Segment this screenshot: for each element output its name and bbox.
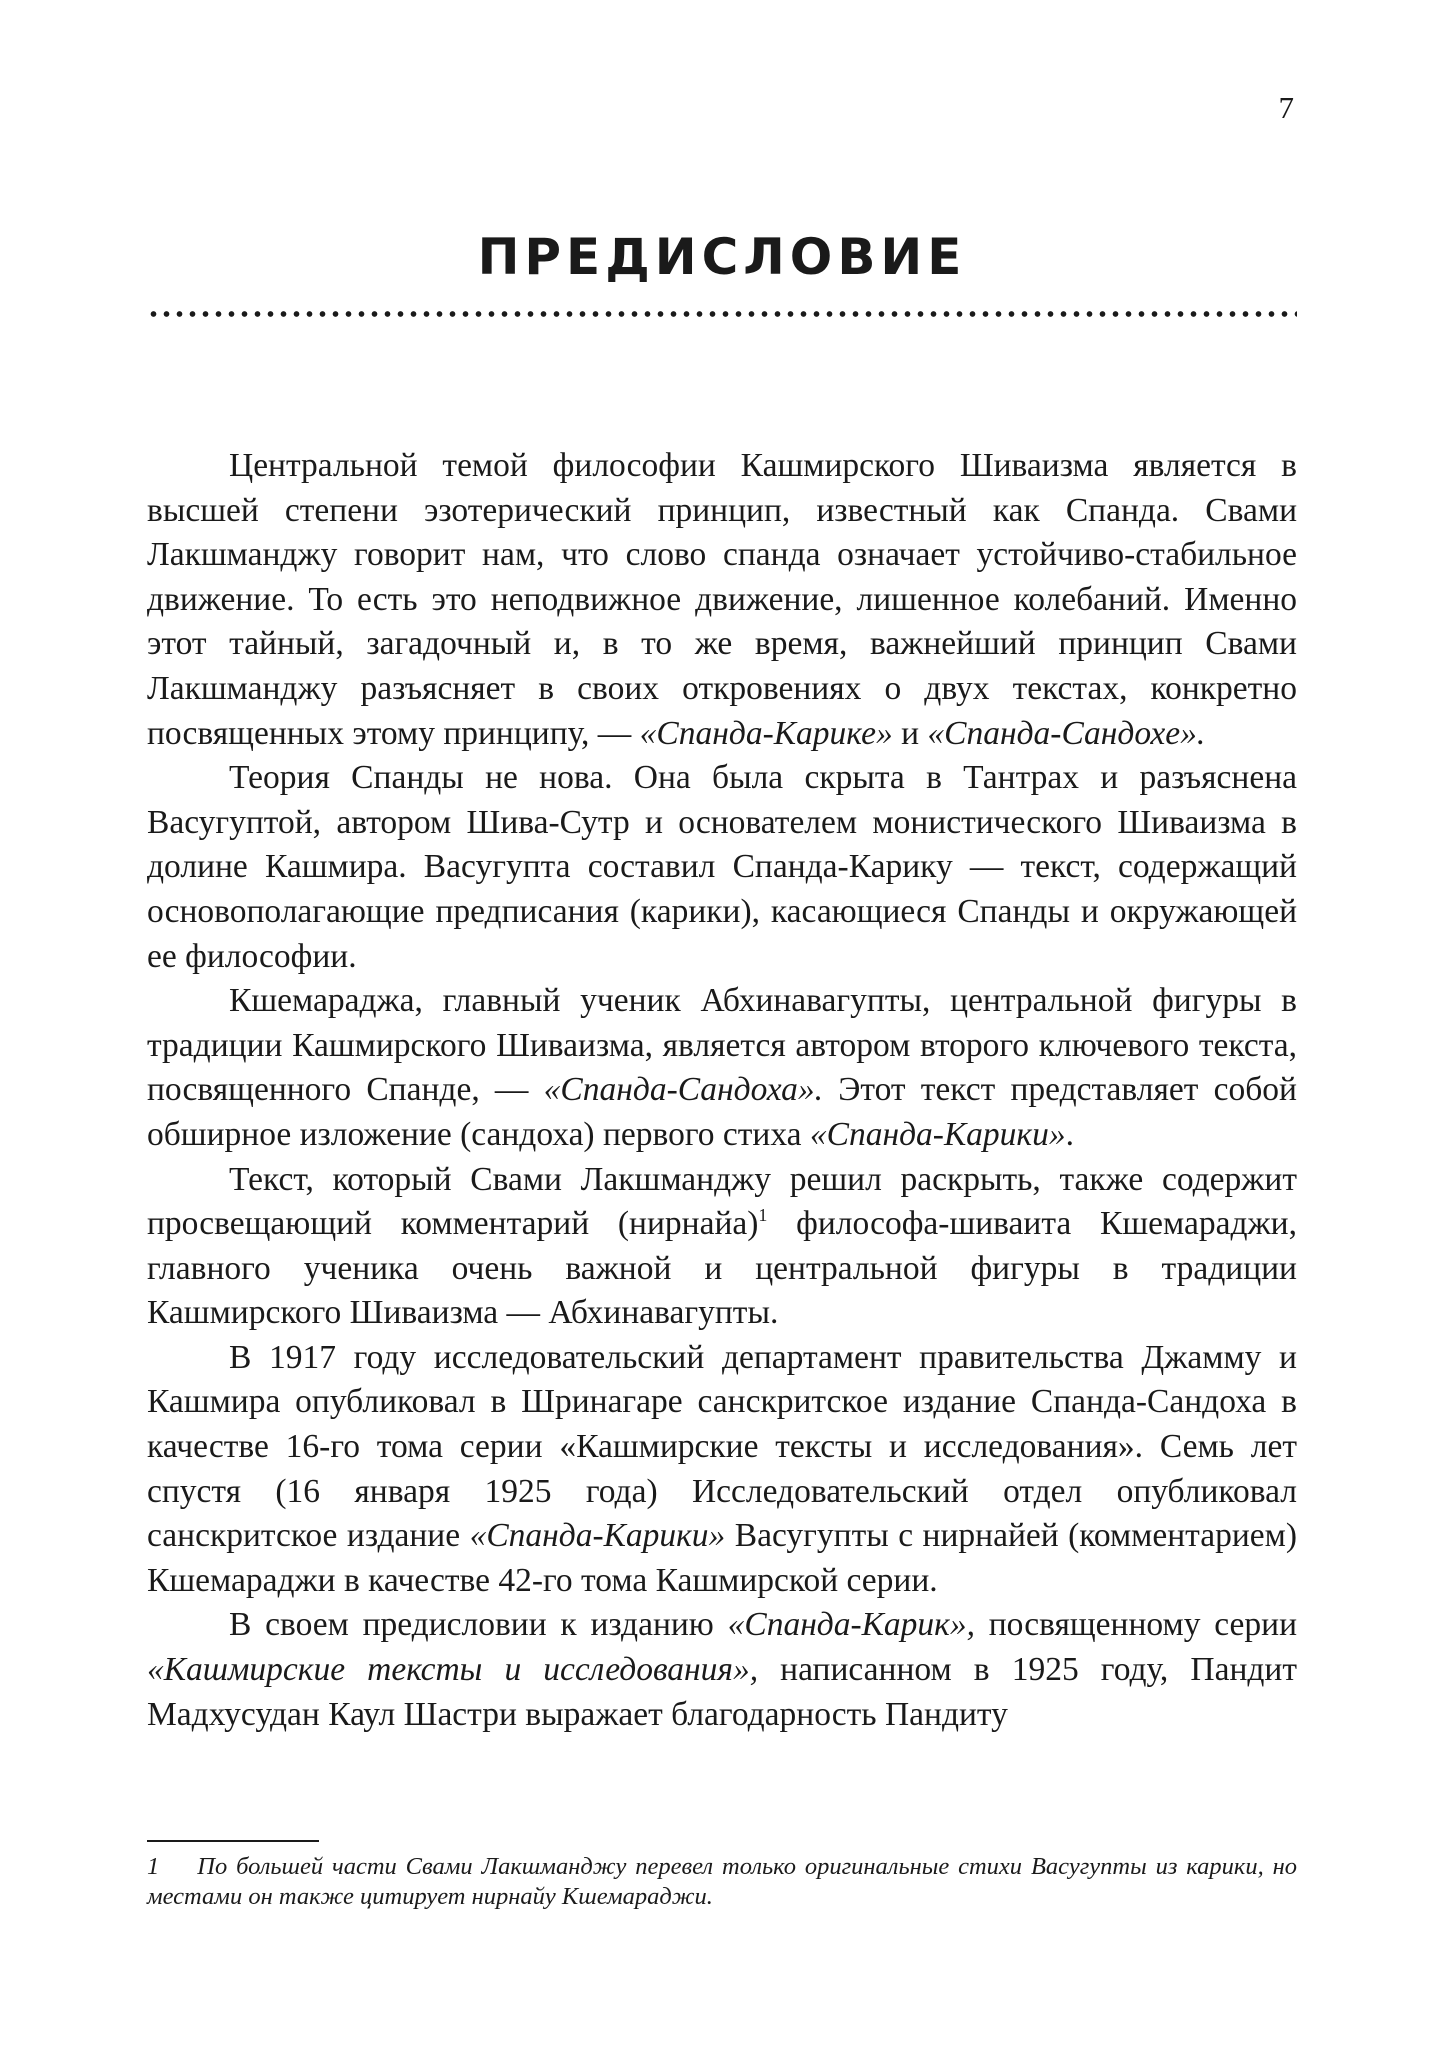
chapter-title: ПРЕДИСЛОВИЕ — [477, 228, 967, 286]
paragraph: Кшемараджа, главный ученик Абхинавагупты, центральной фигуры в традиции Кашмирского Шиваизма, является автором второго ключевого текста, посвященного Спанде, — «Спанда-Сандоха». Этот текст представляет собой обширное изложение (сандоха) первого стиха «Спанда-Карики». — [147, 982, 1297, 1153]
footnote-text: По большей части Свами Лакшманджу перевел только оригинальные стихи Васугупты из карики, но местами он также цитирует нирнайу Кшемараджи. — [147, 1853, 1297, 1910]
footnote-divider — [147, 1840, 319, 1842]
paragraph: В 1917 году исследовательский департамент правительства Джамму и Кашмира опубликовал в Шринагаре санскритское издание Спанда-Сандоха в качестве 16-го тома серии «Кашмирские тексты и исследования». Семь лет спустя (16 января 1925 года) Исследовательский отдел опубликовал санскритское издание «Спанда-Карики» Васугупты с нирнайей (комментарием) Кшемараджи в качестве 42-го тома Кашмирской серии. — [147, 1338, 1297, 1599]
footnote-number: 1 — [147, 1853, 160, 1880]
paragraph: В своем предисловии к изданию «Спанда-Карик», посвященному серии «Кашмирские тексты и исследования», написанном в 1925 году, Пандит Мадхусудан Каул Шастри выражает благодарность Пандиту — [147, 1606, 1297, 1733]
paragraph: Текст, который Свами Лакшманджу решил раскрыть, также содержит просвещающий комментарий (нирнайа)$^1$ философа-шиваита Кшемараджи, главного ученика очень важной и центральной фигуры в традиции Кашмирского Шиваизма — Абхинавагупты. — [147, 1160, 1297, 1332]
footnote-reference[interactable]: 1 — [758, 1205, 768, 1226]
paragraph: Теория Спанды не нова. Она была скрыта в Тантрах и разъяснена Васугуптой, автором Шива-Сутр и основателем монистического Шиваизма в долине Кашмира. Васугупта составил Спанда-Карику — текст, содержащий основополагающие предписания (карики), касающиеся Спанды и окружающей ее философии. — [147, 759, 1297, 975]
dotted-title-rule — [147, 310, 1297, 318]
footnote — [147, 1852, 1297, 1912]
page-number: 7 — [1278, 90, 1294, 125]
body-text — [147, 444, 1297, 1737]
paragraph: Центральной темой философии Кашмирского Шиваизма является в высшей степени эзотерический принцип, известный как Спанда. Свами Лакшманджу говорит нам, что слово спанда означает устойчиво-стабильное движение. То есть это неподвижное движение, лишенное колебаний. Именно этот тайный, загадочный и, в то же время, важнейший принцип Свами Лакшманджу разъясняет в своих откровениях о двух текстах, конкретно посвященных этому принципу, — «Спанда-Карике» и «Спанда-Сандохе». — [147, 447, 1297, 752]
